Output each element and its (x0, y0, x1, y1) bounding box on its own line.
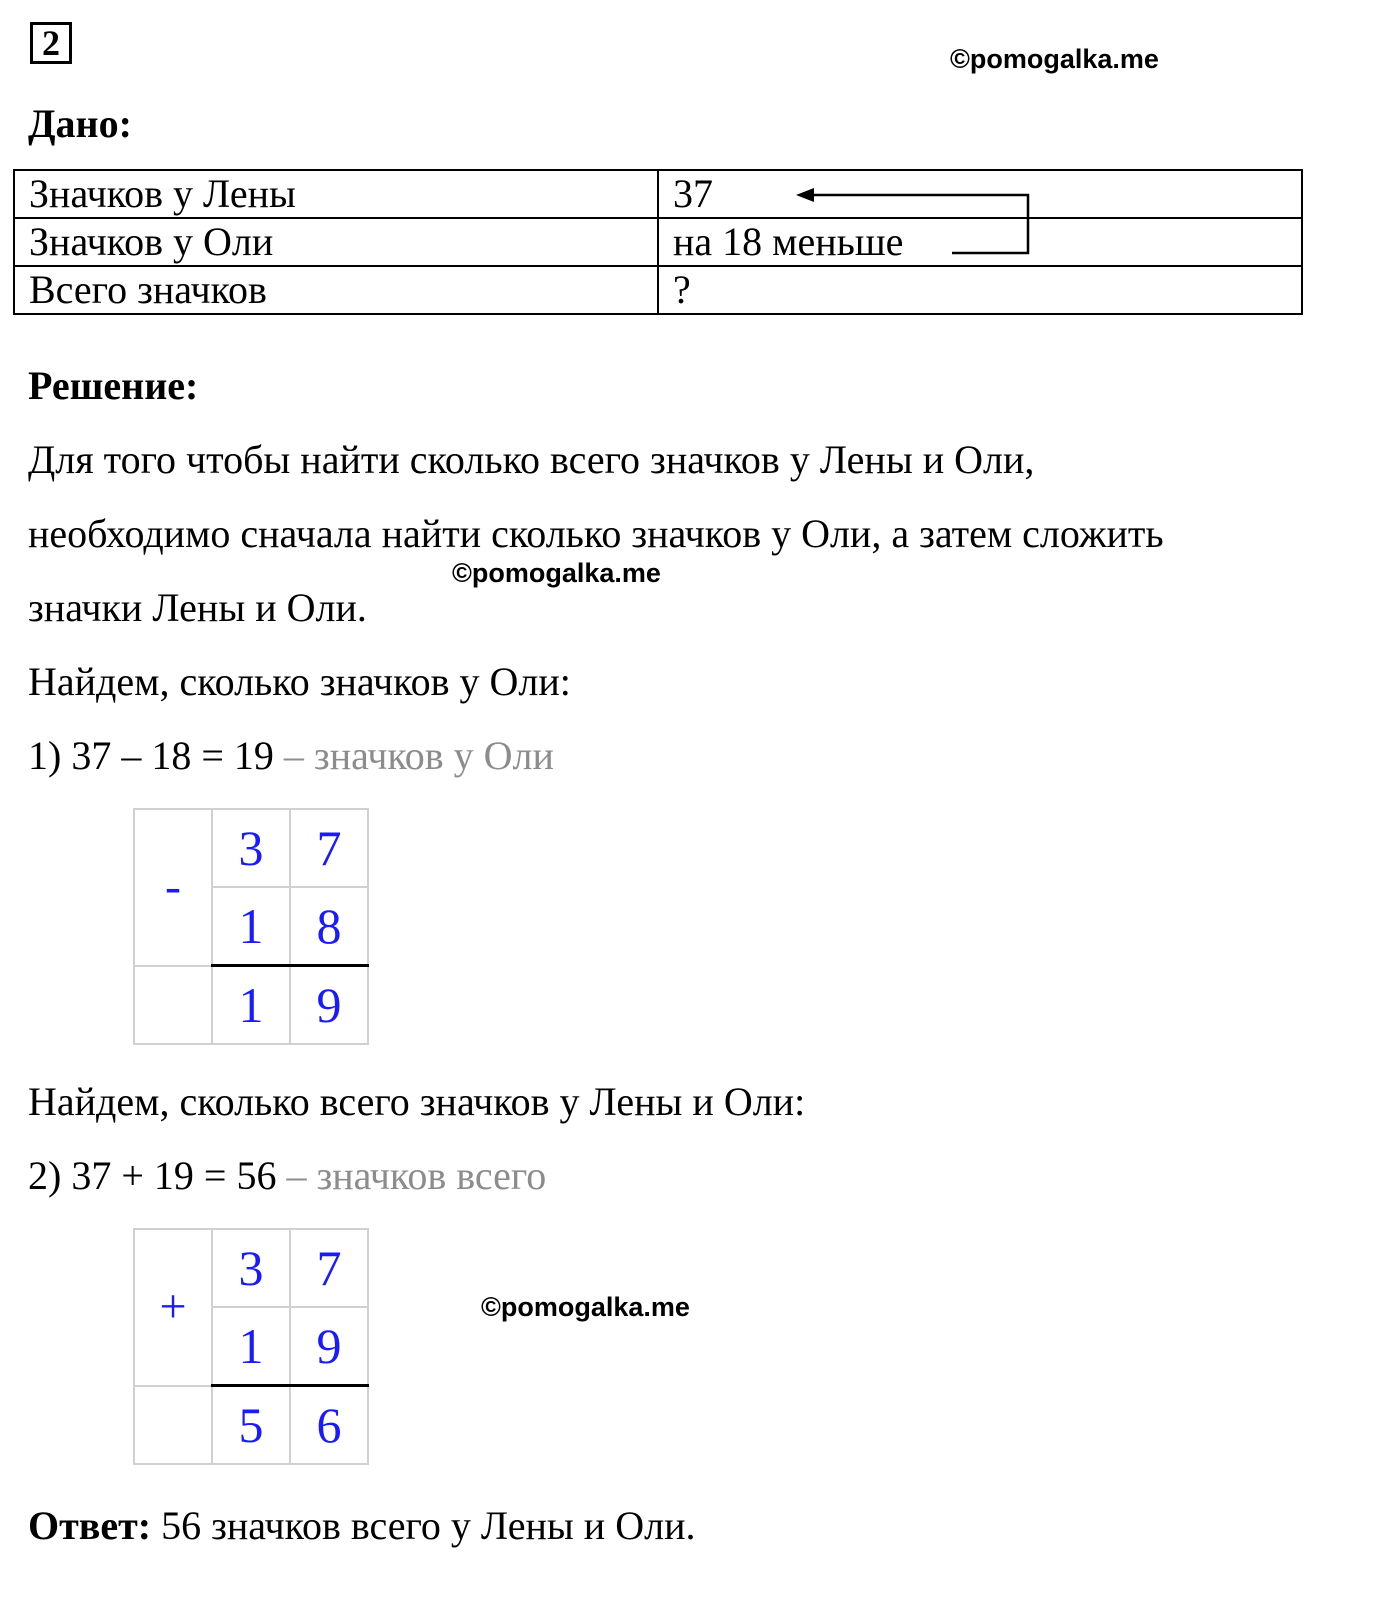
digit-cell: 7 (290, 809, 368, 887)
given-label: Значков у Лены (14, 170, 658, 218)
answer-label: Ответ: (28, 1503, 152, 1548)
given-value: на 18 меньше (658, 218, 1302, 266)
given-value: ? (658, 266, 1302, 314)
watermark: ©pomogalka.me (950, 44, 1159, 74)
plus-sign: + (134, 1229, 212, 1386)
solution-line: Для того чтобы найти сколько всего значков у Лены и Оли, (28, 437, 1035, 482)
step2-note: – значков всего (276, 1153, 547, 1198)
digit-cell: 7 (290, 1229, 368, 1307)
minus-sign: - (134, 809, 212, 966)
digit-cell: 1 (212, 1307, 290, 1386)
solution-line: необходимо сначала найти сколько значков у Оли, а затем сложить (28, 511, 1164, 556)
step1-line (28, 732, 554, 779)
digit-cell: 9 (290, 1307, 368, 1386)
given-label: Всего значков (14, 266, 658, 314)
step1-note: – значков у Оли (273, 733, 554, 778)
empty-cell (134, 1386, 212, 1465)
relation-arrow (790, 178, 1040, 268)
digit-cell: 8 (290, 887, 368, 966)
digit-cell: 1 (212, 887, 290, 966)
task-number: 2 (30, 22, 72, 64)
step2-intro: Найдем, сколько всего значков у Лены и Оли: (28, 1079, 806, 1124)
arrow-line (812, 195, 1028, 253)
column-addition (133, 1228, 369, 1465)
given-heading: Дано: (28, 101, 132, 146)
given-row (14, 266, 1302, 314)
digit-cell: 3 (212, 1229, 290, 1307)
result-digit: 9 (290, 966, 368, 1045)
result-digit: 6 (290, 1386, 368, 1465)
answer-line (28, 1502, 695, 1549)
solution-line: значки Лены и Оли. (28, 585, 367, 630)
step1-expression: 1) 37 – 18 = 19 (28, 733, 274, 778)
arrow-head (796, 188, 814, 202)
watermark: ©pomogalka.me (481, 1292, 690, 1322)
given-table (13, 169, 1303, 315)
given-row (14, 170, 1302, 218)
given-row (14, 218, 1302, 266)
watermark: ©pomogalka.me (452, 558, 661, 588)
solution-heading: Решение: (28, 363, 199, 408)
given-label: Значков у Оли (14, 218, 658, 266)
step2-line (28, 1152, 546, 1199)
given-value: 37 (658, 170, 1302, 218)
step2-expression: 2) 37 + 19 = 56 (28, 1153, 277, 1198)
result-digit: 1 (212, 966, 290, 1045)
column-subtraction (133, 808, 369, 1045)
empty-cell (134, 966, 212, 1045)
digit-cell: 3 (212, 809, 290, 887)
result-digit: 5 (212, 1386, 290, 1465)
answer-text: 56 значков всего у Лены и Оли. (151, 1503, 696, 1548)
step1-intro: Найдем, сколько значков у Оли: (28, 659, 571, 704)
